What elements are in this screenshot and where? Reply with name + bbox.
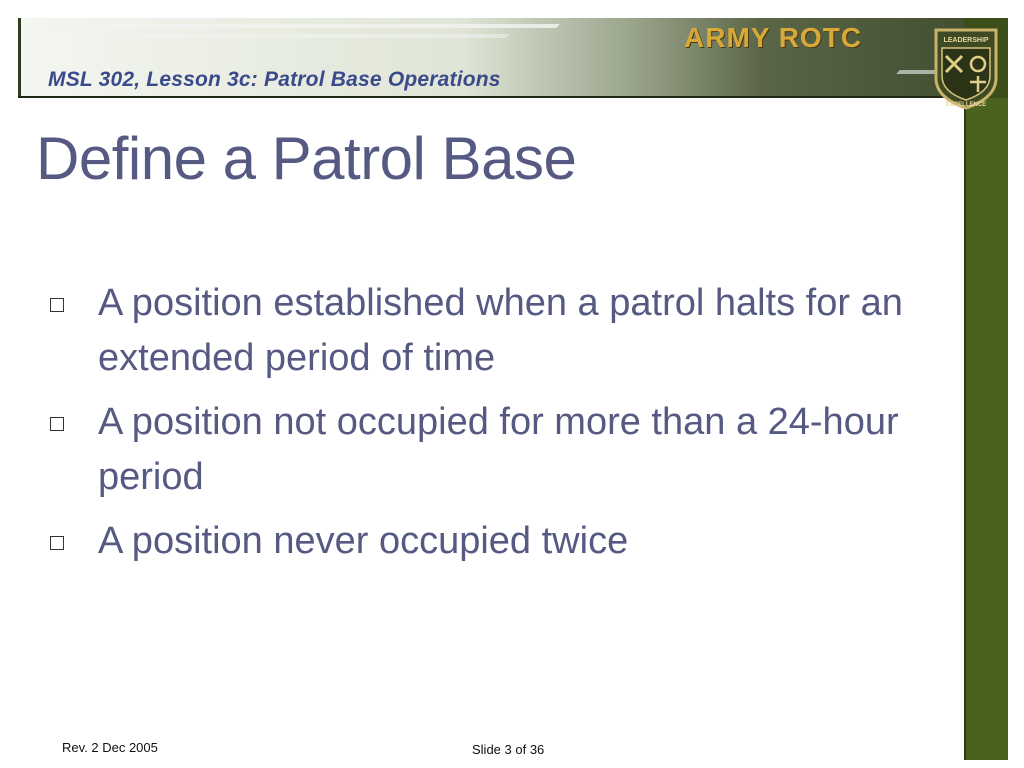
bullet-list — [48, 276, 948, 578]
svg-text:EXCELLENCE: EXCELLENCE — [945, 102, 987, 108]
slide-number: Slide 3 of 36 — [472, 742, 545, 757]
square-bullet-icon — [50, 536, 64, 550]
bullet-text: A position not occupied for more than a 24-hour period — [98, 401, 899, 498]
square-bullet-icon — [50, 417, 64, 431]
army-rotc-logo: ARMY ROTC — [684, 22, 863, 53]
square-bullet-icon — [50, 298, 64, 312]
side-bar — [964, 98, 1008, 760]
header-left-edge — [18, 18, 21, 98]
bullet-text: A position established when a patrol halts for an extended period of time — [98, 282, 903, 379]
list-item — [48, 395, 948, 505]
revision-date: Rev. 2 Dec 2005 — [62, 740, 158, 755]
rotc-insignia-icon — [932, 26, 1000, 110]
list-item — [48, 276, 948, 386]
svg-text:LEADERSHIP: LEADERSHIP — [943, 37, 989, 44]
bullet-text: A position never occupied twice — [98, 520, 629, 562]
header-divider — [18, 96, 964, 98]
course-title: MSL 302, Lesson 3c: Patrol Base Operations — [48, 68, 501, 91]
slide-title: Define a Patrol Base — [36, 125, 577, 192]
list-item — [48, 514, 948, 569]
